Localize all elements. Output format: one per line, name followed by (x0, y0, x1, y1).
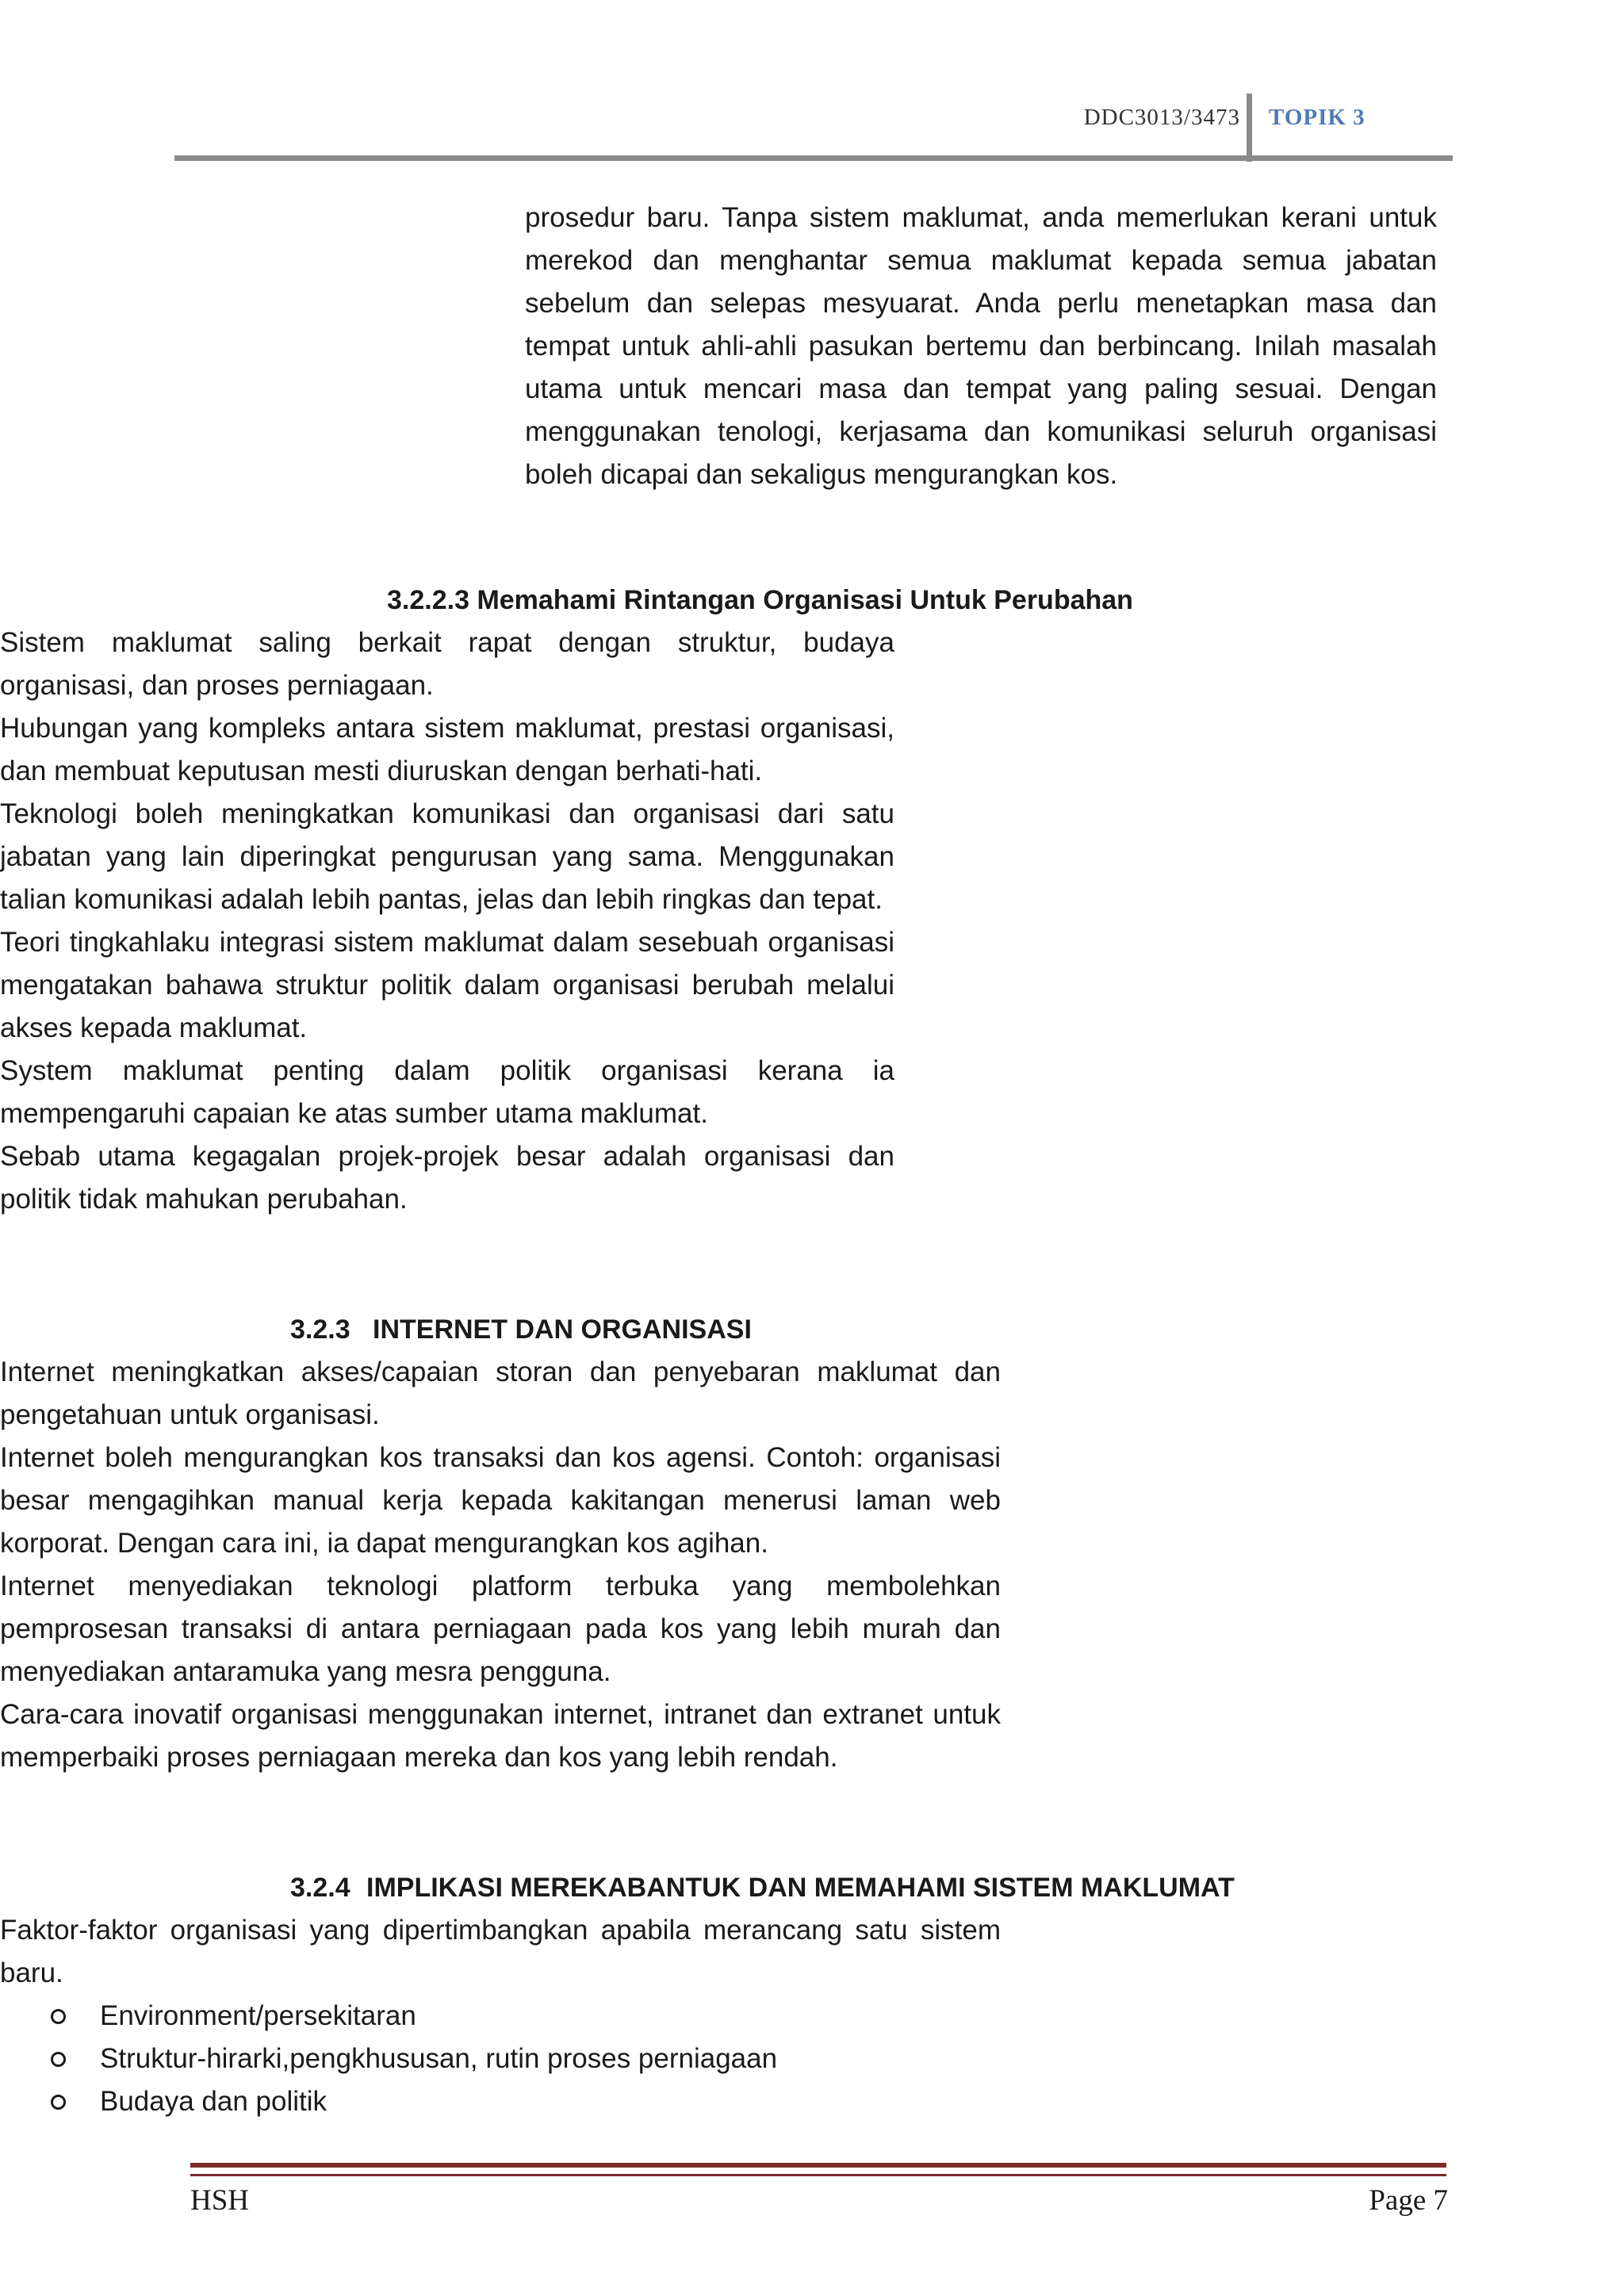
footer-author: HSH (190, 2184, 250, 2217)
list-item: Internet menyediakan teknologi platform terbuka yang membolehkan pemprosesan transaksi di antara perniagaan pada kos yang lebih murah dan menyediakan antaramuka yang mesra pengguna. (0, 1571, 1001, 1687)
sub-list-item: Budaya dan politik (100, 2080, 1001, 2123)
section-title: Memahami Rintangan Organisasi Untuk Perubahan (477, 585, 1133, 615)
section-heading-3223 (387, 579, 1624, 622)
page-body (0, 197, 1624, 2123)
list-item: Hubungan yang kompleks antara sistem maklumat, prestasi organisasi, dan membuat keputusan mesti diuruskan dengan berhati-hati. (0, 713, 894, 786)
intro-paragraph: prosedur baru. Tanpa sistem maklumat, anda memerlukan kerani untuk merekod dan menghantar semua maklumat kepada semua jabatan sebelum dan selepas mesyuarat. Anda perlu menetapkan masa dan tempat untuk ahli-ahli pasukan bertemu dan berbincang. Inilah masalah utama untuk mencari masa dan tempat yang paling sesuai. Dengan menggunakan tenologi, kerjasama dan komunikasi seluruh organisasi boleh dicapai dan sekaligus mengurangkan kos. (525, 202, 1437, 490)
section-title: IMPLIKASI MEREKABANTUK DAN MEMAHAMI SISTEM MAKLUMAT (366, 1873, 1235, 1903)
list-item: Sistem maklumat saling berkait rapat dengan struktur, budaya organisasi, dan proses perniagaan. (0, 627, 894, 701)
topic-label: TOPIK 3 (1269, 105, 1365, 130)
list-item: Teori tingkahlaku integrasi sistem maklumat dalam sesebuah organisasi mengatakan bahawa struktur politik dalam organisasi berubah melalui akses kepada maklumat. (0, 927, 894, 1043)
header-rule (174, 155, 1453, 161)
list-item: Internet meningkatkan akses/capaian storan dan penyebaran maklumat dan pengetahuan untuk organisasi. (0, 1357, 1001, 1430)
bullet-list-3223 (0, 622, 894, 1221)
section-number: 3.2.3 (290, 1314, 350, 1345)
section-title: INTERNET DAN ORGANISASI (373, 1314, 752, 1345)
list-item: Sebab utama kegagalan projek-projek besar adalah organisasi dan politik tidak mahukan perubahan. (0, 1141, 894, 1215)
footer-rule (190, 2163, 1446, 2168)
section-number: 3.2.2.3 (387, 585, 469, 615)
section-heading-324 (290, 1866, 1624, 1909)
circle-bullet-icon (51, 2095, 66, 2110)
sub-list-item: Struktur-hirarki,pengkhususan, rutin proses perniagaan (100, 2038, 1001, 2080)
footer-rule (190, 2174, 1446, 2176)
sub-list-item: Environment/persekitaran (100, 1995, 1001, 2038)
bullet-list-323 (0, 1351, 1001, 1779)
section-number: 3.2.4 (290, 1873, 350, 1903)
course-code: DDC3013/3473 (1083, 105, 1240, 130)
header-divider (1247, 94, 1252, 162)
list-item: Internet boleh mengurangkan kos transaksi dan kos agensi. Contoh: organisasi besar mengagihkan manual kerja kepada kakitangan menerusi laman web korporat. Dengan cara ini, ia dapat mengurangkan kos agihan. (0, 1442, 1001, 1559)
section-heading-323 (290, 1308, 1624, 1351)
list-item: Faktor-faktor organisasi yang dipertimbangkan apabila merancang satu sistem baru. Environment/persekitaran Struktur-hirarki,pengkhususan, rutin proses perniagaan Budaya dan politik (0, 1909, 1001, 2123)
list-item: Teknologi boleh meningkatkan komunikasi dan organisasi dari satu jabatan yang lain diperingkat pengurusan yang sama. Menggunakan talian komunikasi adalah lebih pantas, jelas dan lebih ringkas dan tepat. (0, 798, 894, 915)
page-number: Page 7 (1369, 2184, 1448, 2217)
list-item: Cara-cara inovatif organisasi menggunakan internet, intranet dan extranet untuk memperbaiki proses perniagaan mereka dan kos yang lebih rendah. (0, 1699, 1001, 1773)
sub-list (100, 1995, 1001, 2123)
bullet-list-324 (0, 1909, 1001, 2123)
circle-bullet-icon (51, 2052, 66, 2067)
circle-bullet-icon (51, 2009, 66, 2024)
list-item: System maklumat penting dalam politik organisasi kerana ia mempengaruhi capaian ke atas sumber utama maklumat. (0, 1055, 894, 1129)
